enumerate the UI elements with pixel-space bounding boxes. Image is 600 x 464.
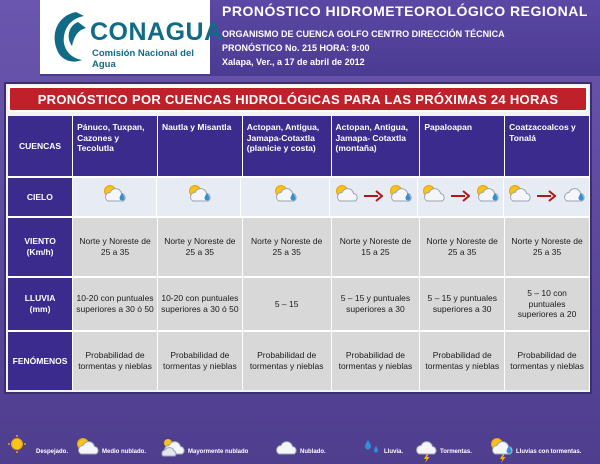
cielo-row [8, 178, 590, 218]
legend [0, 426, 600, 464]
cielo-cell [330, 178, 418, 216]
viento-cell: Norte y Noreste de 25 a 35 [73, 218, 158, 276]
legend-item [356, 434, 403, 464]
date-line: Xalapa, Ver., a 17 de abril de 2012 [222, 57, 365, 67]
lluvia-cell: 5 – 15 [243, 278, 332, 330]
partly-cloudy-rain-icon [186, 181, 212, 214]
viento-unit: (Km/h) [26, 247, 54, 257]
partly-cloudy-rain-icon [474, 181, 500, 214]
partly-cloudy-rain-icon [101, 181, 127, 214]
cielo-cell [504, 178, 590, 216]
legend-label: Mayormente nublado [188, 448, 249, 455]
table-banner: PRONÓSTICO POR CUENCAS HIDROLÓGICAS PARA LAS PRÓXIMAS 24 HORAS [8, 86, 588, 112]
mostly-cloudy-icon [160, 451, 186, 464]
row-label-lluvia [8, 278, 73, 330]
viento-cell: Norte y Noreste de 25 a 35 [505, 218, 590, 276]
basin-name: Actopan, Antigua, Jamapa-Cotaxtla (planicie y costa) [243, 116, 332, 176]
partly-cloudy-icon [74, 451, 100, 464]
rain-drops-icon [356, 451, 382, 464]
basin-name: Nautla y Misantla [158, 116, 243, 176]
legend-label: Medio nublado. [102, 448, 146, 455]
forecast-table [4, 82, 592, 394]
arrow-right-icon [450, 190, 470, 205]
partly-cloudy-icon [420, 181, 446, 214]
legend-label: Nublado. [300, 448, 326, 455]
legend-item [412, 434, 472, 464]
forecast-number: PRONÓSTICO No. 215 HORA: 9:00 [222, 43, 370, 53]
arrow-right-icon [363, 190, 383, 205]
fenomenos-cell: Probabilidad de tormentas y nieblas [420, 332, 505, 390]
fenomenos-cell: Probabilidad de tormentas y nieblas [505, 332, 590, 390]
legend-item [74, 434, 146, 464]
fenomenos-row [8, 332, 590, 390]
basins-header-row [8, 116, 590, 178]
fenomenos-cell: Probabilidad de tormentas y nieblas [243, 332, 332, 390]
legend-label: Despejado. [36, 448, 69, 455]
sun-icon [8, 451, 34, 464]
logo-name: CONAGUA [90, 18, 223, 46]
lluvia-cell: 5 – 10 con puntuales superiores a 20 [505, 278, 590, 330]
viento-cell: Norte y Noreste de 25 a 35 [243, 218, 332, 276]
row-label-cuencas: CUENCAS [8, 116, 73, 176]
storm-icon [412, 451, 438, 464]
cloud-rain-icon [560, 181, 586, 214]
basin-name: Pánuco, Tuxpan, Cazones y Tecolutla [73, 116, 158, 176]
legend-item [160, 434, 248, 464]
lluvia-cell: 10-20 con puntuales superiores a 30 ó 50 [73, 278, 158, 330]
cielo-cell [241, 178, 329, 216]
row-label-fenomenos: FENÓMENOS [8, 332, 73, 390]
partly-cloudy-icon [333, 181, 359, 214]
fenomenos-cell: Probabilidad de tormentas y nieblas [73, 332, 158, 390]
legend-label: Lluvia. [384, 448, 404, 455]
fenomenos-cell: Probabilidad de tormentas y nieblas [158, 332, 243, 390]
row-label-viento [8, 218, 73, 276]
legend-label: Lluvias con tormentas. [516, 448, 582, 455]
legend-item [272, 434, 326, 464]
basin-name: Coatzacoalcos y Tonalá [505, 116, 590, 176]
lluvia-unit: (mm) [29, 304, 51, 314]
lluvia-cell: 10-20 con puntuales superiores a 30 ó 50 [158, 278, 243, 330]
cielo-cell [418, 178, 504, 216]
viento-row [8, 218, 590, 278]
arrow-right-icon [536, 190, 556, 205]
cloud-icon [272, 451, 298, 464]
legend-item [488, 434, 581, 464]
basin-name: Papaloapan [420, 116, 505, 176]
viento-label: VIENTO [24, 236, 56, 247]
legend-item [8, 434, 68, 464]
page-title: PRONÓSTICO HIDROMETEOROLÓGICO REGIONAL [222, 3, 588, 19]
legend-label: Tormentas. [440, 448, 472, 455]
partly-cloudy-rain-icon [387, 181, 413, 214]
conagua-emblem-icon [46, 6, 90, 66]
viento-cell: Norte y Noreste de 25 a 35 [158, 218, 243, 276]
lluvia-cell: 5 – 15 y puntuales superiores a 30 [332, 278, 421, 330]
partly-cloudy-icon [506, 181, 532, 214]
cielo-cell [157, 178, 241, 216]
viento-cell: Norte y Noreste de 15 a 25 [332, 218, 421, 276]
viento-cell: Norte y Noreste de 25 a 35 [420, 218, 505, 276]
lluvia-row [8, 278, 590, 332]
organism-line: ORGANISMO DE CUENCA GOLFO CENTRO DIRECCIÓN TÉCNICA [222, 29, 505, 39]
lluvia-cell: 5 – 15 y puntuales superiores a 30 [420, 278, 505, 330]
fenomenos-cell: Probabilidad de tormentas y nieblas [332, 332, 421, 390]
cielo-cell [73, 178, 157, 216]
storm-rain-icon [488, 451, 514, 464]
lluvia-label: LLUVIA [24, 293, 56, 304]
basin-name: Actopan, Antigua, Jamapa- Cotaxtla (montaña) [332, 116, 421, 176]
logo-subtitle: Comisión Nacional del Agua [92, 48, 194, 70]
conagua-logo [40, 0, 223, 74]
row-label-cielo: CIELO [8, 178, 73, 216]
partly-cloudy-rain-icon [272, 181, 298, 214]
